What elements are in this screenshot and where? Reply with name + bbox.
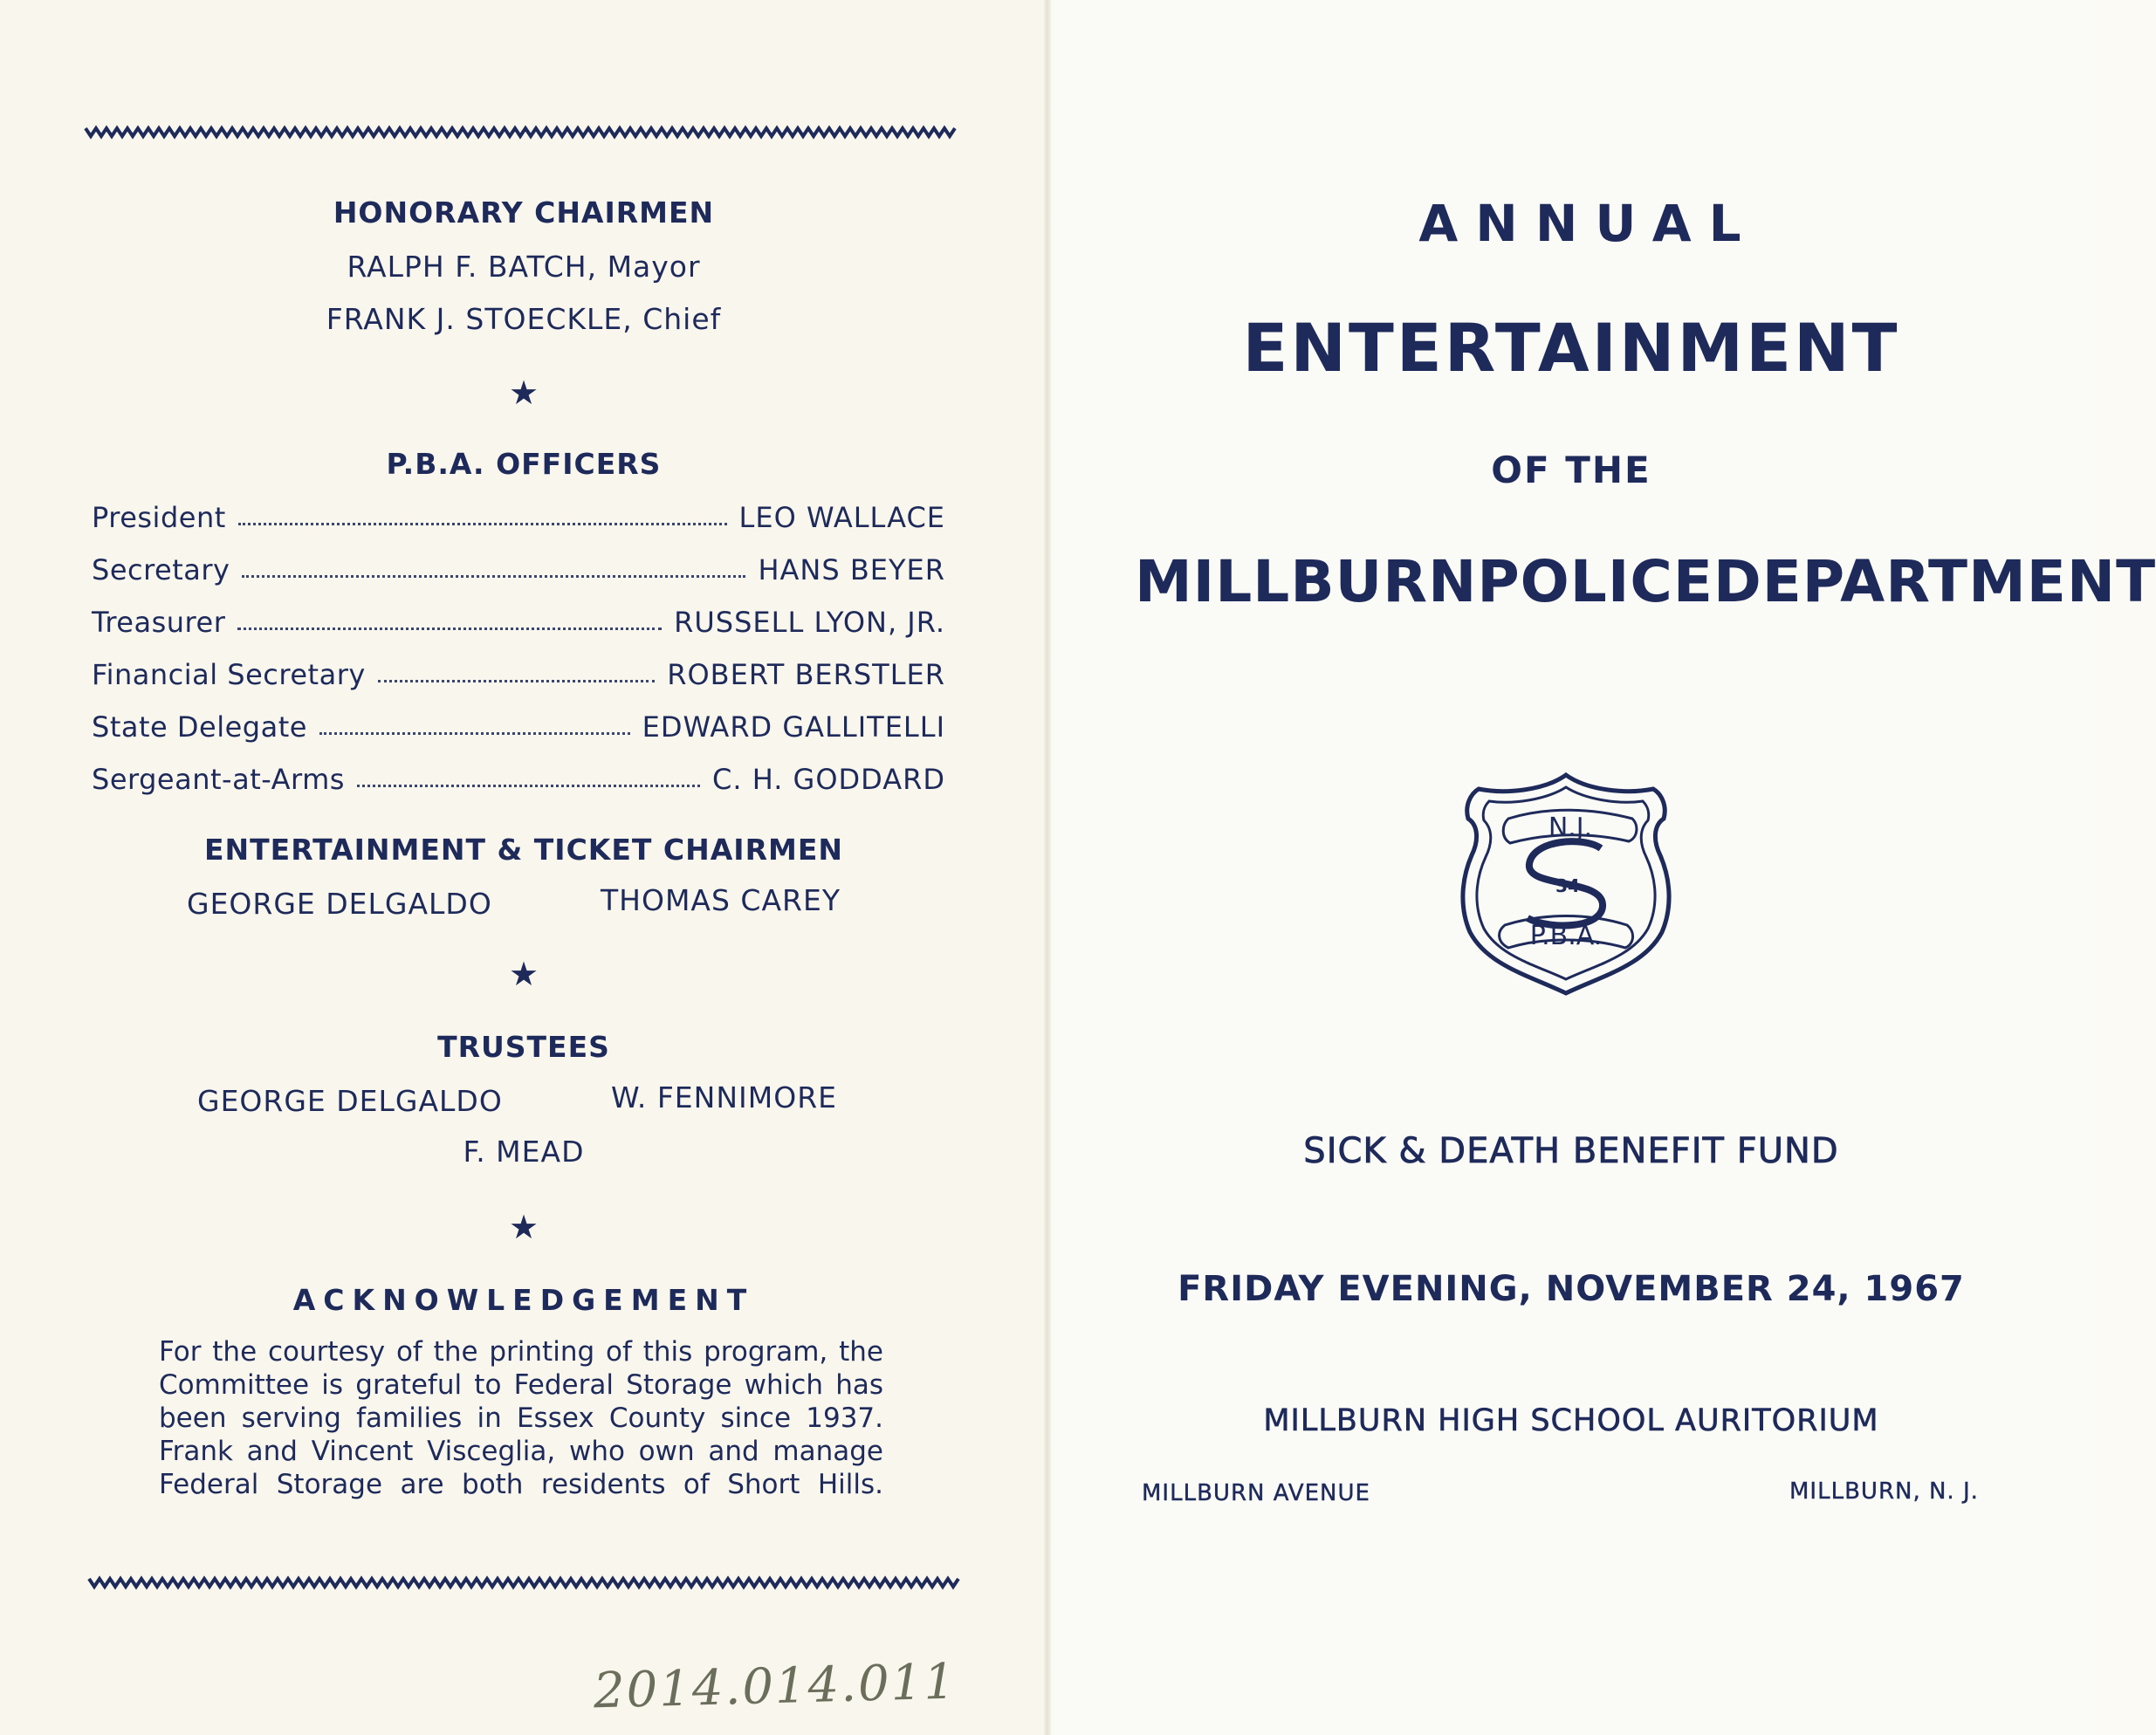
officer-name: C. H. GODDARD: [712, 763, 945, 796]
honorary-line-1: RALPH F. BATCH, Mayor: [347, 250, 701, 284]
acknowledgement-line: Frank and Vincent Visceglia, who own and manage: [159, 1436, 883, 1467]
venue: MILLBURN HIGH SCHOOL AURITORIUM: [1263, 1403, 1879, 1438]
fund-title: SICK & DEATH BENEFIT FUND: [1303, 1131, 1839, 1171]
trustee-name: F. MEAD: [463, 1135, 585, 1169]
officer-row: [92, 546, 945, 586]
officer-title: State Delegate: [92, 710, 307, 744]
catalog-number: 2014.014.011: [593, 1653, 958, 1720]
officer-row: [92, 494, 945, 534]
department-word: POLICE: [1477, 548, 1713, 615]
acknowledgement-line: Committee is grateful to Federal Storage which has: [159, 1369, 883, 1401]
acknowledgement-heading: ACKNOWLEDGEMENT: [292, 1283, 755, 1317]
officer-row: [92, 599, 945, 639]
department-word: DEPARTMENT: [1713, 548, 2156, 615]
bottom-zigzag-border: [89, 1574, 950, 1590]
leader-dots: [319, 732, 630, 735]
officer-row: [92, 756, 945, 796]
star-icon: ★: [508, 955, 539, 993]
officer-title: Sergeant-at-Arms: [92, 763, 345, 796]
pba-shield-icon: [1452, 768, 1679, 999]
chairman-name: GEORGE DELGALDO: [187, 887, 492, 921]
trustee-name: GEORGE DELGALDO: [197, 1084, 503, 1118]
badge-bottom-text: P.B.A.: [1529, 921, 1603, 951]
acknowledgement-line: been serving families in Essex County since 1937.: [159, 1402, 883, 1434]
chairman-name: THOMAS CAREY: [601, 883, 841, 917]
top-zigzag-border: [86, 124, 946, 140]
acknowledgement-line: For the courtesy of the printing of this program, the: [159, 1336, 883, 1368]
leader-dots: [357, 785, 700, 787]
address-street: MILLBURN AVENUE: [1142, 1480, 1370, 1506]
leader-dots: [242, 575, 745, 578]
officer-title: Financial Secretary: [92, 658, 366, 691]
badge-number: 34: [1555, 875, 1580, 896]
acknowledgement-text: [159, 1335, 883, 1501]
of-the-text: OF THE: [1491, 449, 1651, 491]
leader-dots: [378, 680, 655, 682]
entertainment-title: ENTERTAINMENT: [1242, 309, 1900, 387]
department-title: [1135, 548, 2156, 615]
leader-dots: [237, 627, 662, 630]
event-date: FRIDAY EVENING, NOVEMBER 24, 1967: [1178, 1269, 1965, 1309]
badge-top-text: N.J.: [1548, 813, 1593, 843]
address-city: MILLBURN, N. J.: [1789, 1478, 1979, 1505]
acknowledgement-line: Federal Storage are both residents of Short Hills.: [159, 1469, 883, 1500]
star-icon: ★: [508, 1208, 539, 1246]
officer-title: Secretary: [92, 553, 230, 586]
officers-heading: P.B.A. OFFICERS: [386, 447, 662, 481]
honorary-line-2: FRANK J. STOECKLE, Chief: [326, 302, 722, 336]
entertainment-chairmen-heading: ENTERTAINMENT & TICKET CHAIRMEN: [204, 833, 843, 867]
annual-title: ANNUAL: [1418, 194, 1759, 253]
officer-name: HANS BEYER: [758, 553, 945, 586]
officer-row: [92, 651, 945, 691]
trustee-name: W. FENNIMORE: [611, 1080, 837, 1114]
officer-row: [92, 703, 945, 744]
leader-dots: [238, 523, 727, 525]
honorary-heading: HONORARY CHAIRMEN: [333, 195, 715, 230]
officer-title: Treasurer: [92, 606, 226, 639]
trustees-heading: TRUSTEES: [437, 1030, 610, 1064]
officer-name: RUSSELL LYON, JR.: [674, 606, 945, 639]
officer-title: President: [92, 501, 226, 534]
star-icon: ★: [508, 374, 539, 412]
officer-name: ROBERT BERSTLER: [667, 658, 945, 691]
officer-name: LEO WALLACE: [738, 501, 945, 534]
officer-name: EDWARD GALLITELLI: [642, 710, 945, 744]
department-word: MILLBURN: [1135, 548, 1478, 615]
